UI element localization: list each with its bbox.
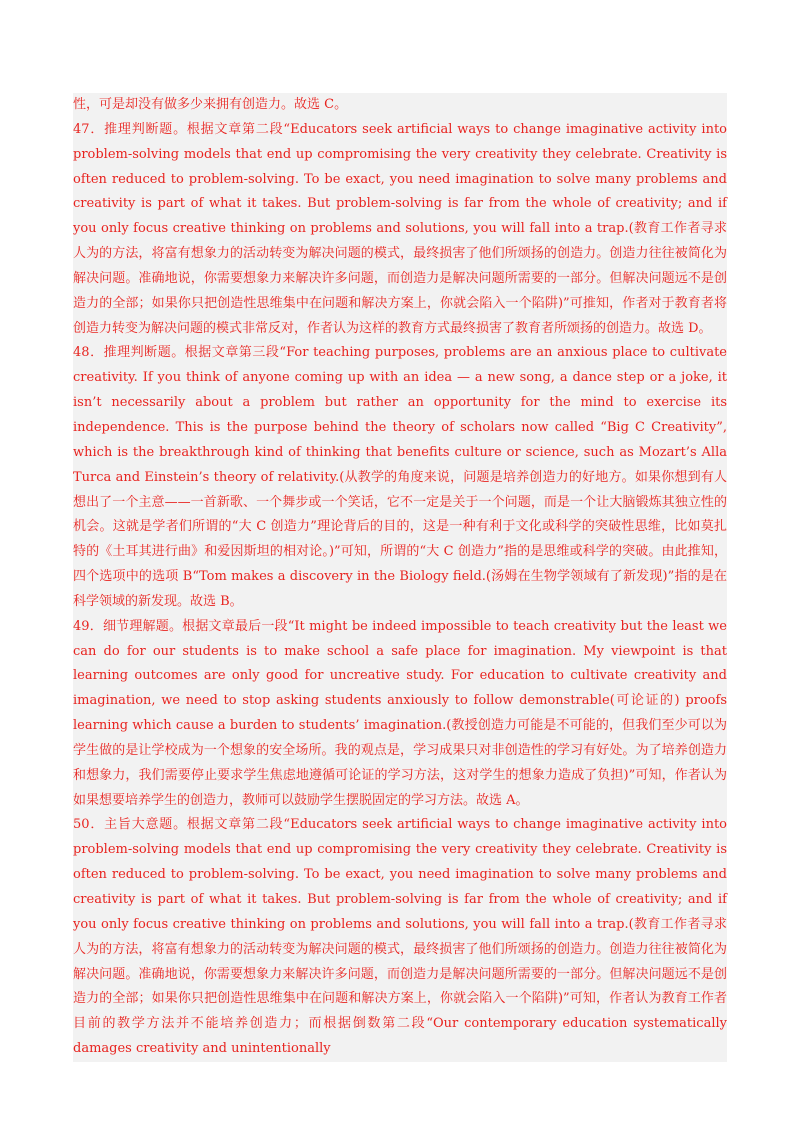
answer-explanation-text	[73, 93, 727, 1062]
paragraph-48: 48．推理判断题。根据文章第三段“For teaching purposes, problems are an anxious place to cultivate creativity. If you think of anyone coming up with an idea — a new song, a dance step or a joke, it isn’t necessarily about a problem but rather an opportunity for the mind to exercise its independence. This is the purpose behind the theory of scholars now called “Big C Creativity”, which is the breakthrough kind of thinking that benefits culture or science, such as Mozart’s Alla Turca and Einstein’s theory of relativity.(从教学的角度来说，问题是培养创造力的好地方。如果你想到有人想出了一个主意——一首新歌、一个舞步或一个笑话，它不一定是关于一个问题，而是一个让大脑锻炼其独立性的机会。这就是学者们所谓的“大 C 创造力”理论背后的目的，这是一种有利于文化或科学的突破性思维，比如莫扎特的《土耳其进行曲》和爱因斯坦的相对论。)”可知，所谓的“大 C 创造力”指的是思维或科学的突破。由此推知，四个选项中的选项 B“Tom makes a discovery in the Biology field.(汤姆在生物学领域有了新发现)”指的是在科学领域的新发现。故选 B。	[73, 345, 727, 609]
paragraph-50: 50．主旨大意题。根据文章第二段“Educators seek artificial ways to change imaginative activity into problem-solving models that end up compromising the very creativity they celebrate. Creativity is often reduced to problem-solving. To be exact, you need imagination to solve many problems and creativity is part of what it takes. But problem-solving is far from the whole of creativity; and if you only focus creative thinking on problems and solutions, you will fall into a trap.(教育工作者寻求人为的方法，将富有想象力的活动转变为解决问题的模式，最终损害了他们所颂扬的创造力。创造力往往被简化为解决问题。准确地说，你需要想象力来解决许多问题，而创造力是解决问题所需要的一部分。但解决问题远不是创造力的全部；如果你只把创造性思维集中在问题和解决方案上，你就会陷入一个陷阱)”可知，作者认为教育工作者目前的教学方法并不能培养创造力；而根据倒数第二段“Our contemporary education systematically damages creativity and unintentionally	[73, 817, 727, 1057]
paragraph-46-end: 性，可是却没有做多少来拥有创造力。故选 C。	[73, 97, 348, 112]
paragraph-47: 47．推理判断题。根据文章第二段“Educators seek artificial ways to change imaginative activity into problem-solving models that end up compromising the very creativity they celebrate. Creativity is often reduced to problem-solving. To be exact, you need imagination to solve many problems and creativity is part of what it takes. But problem-solving is far from the whole of creativity; and if you only focus creative thinking on problems and solutions, you will fall into a trap.(教育工作者寻求人为的方法，将富有想象力的活动转变为解决问题的模式，最终损害了他们所颂扬的创造力。创造力往往被简化为解决问题。准确地说，你需要想象力来解决许多问题，而创造力是解决问题所需要的一部分。但解决问题远不是创造力的全部；如果你只把创造性思维集中在问题和解决方案上，你就会陷入一个陷阱)”可推知，作者对于教育者将创造力转变为解决问题的模式非常反对，作者认为这样的教育方式最终损害了教育者所颂扬的创造力。故选 D。	[73, 121, 727, 336]
paragraph-49: 49．细节理解题。根据文章最后一段“It might be indeed impossible to teach creativity but the least we can do for our students is to make school a safe place for imagination. My viewpoint is that learning outcomes are only good for uncreative study. For education to cultivate creativity and imagination, we need to stop asking students anxiously to follow demonstrable(可论证的) proofs learning which cause a burden to students’ imagination.(教授创造力可能是不可能的，但我们至少可以为学生做的是让学校成为一个想象的安全场所。我的观点是，学习成果只对非创造性的学习有好处。为了培养创造力和想象力，我们需要停止要求学生焦虑地遵循可论证的学习方法，这对学生的想象力造成了负担)”可知，作者认为如果想要培养学生的创造力，教师可以鼓励学生摆脱固定的学习方法。故选 A。	[73, 618, 727, 808]
